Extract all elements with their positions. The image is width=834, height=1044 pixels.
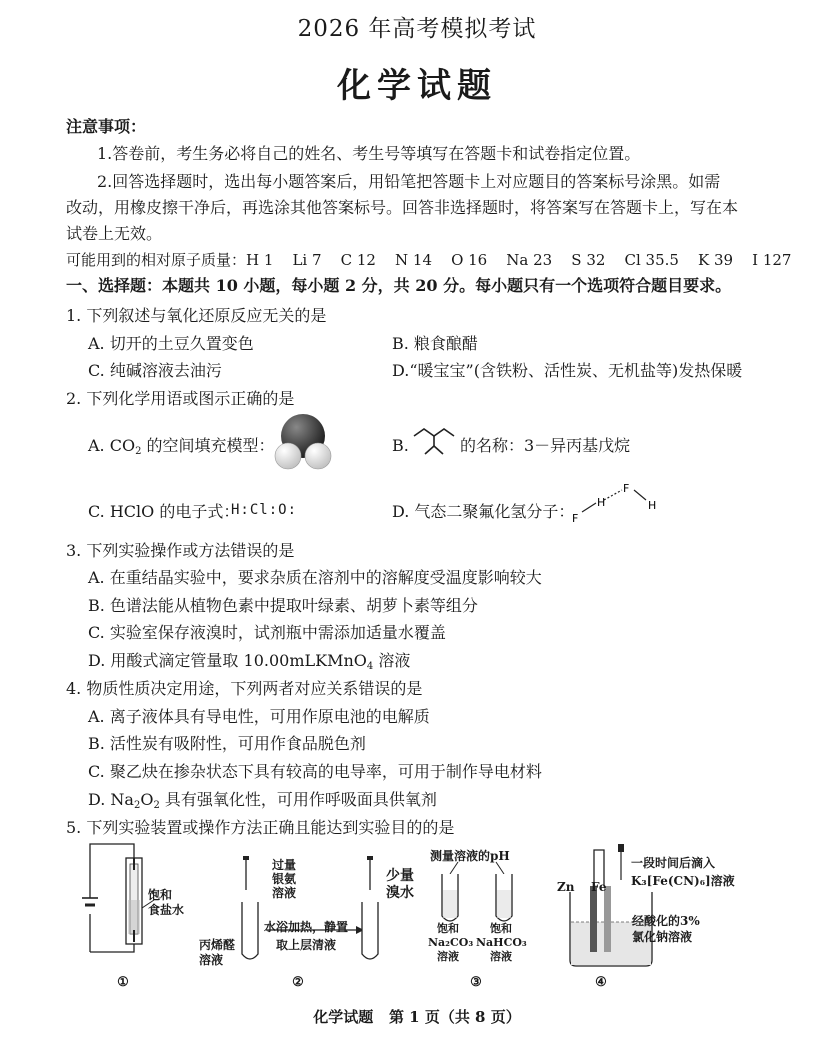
q2-option-b-name: 的名称：3－异丙基戊烷 bbox=[460, 436, 631, 455]
atomic-masses: 可能用到的相对原子质量：H 1 Li 7 C 12 N 14 O 16 Na 23 S 32 Cl 35.5 K 39 I 127 bbox=[66, 251, 792, 269]
q3-option-a: A. 在重结晶实验中，要求杂质在溶剂中的溶解度受温度影响较大 bbox=[88, 568, 542, 587]
q1-option-a: A. 切开的土豆久置变色 bbox=[88, 334, 254, 353]
subject-title: 化学试题 bbox=[337, 66, 497, 106]
co2-space-filling-model bbox=[270, 412, 336, 472]
q4-option-d: D. $Na_2O_2$ 具有强氧化性，可用作呼吸面具供氧剂 bbox=[88, 790, 437, 811]
fig2-bromine-label: 少量 溴水 bbox=[386, 868, 414, 901]
hf-h-atom-1: H bbox=[597, 496, 606, 509]
notice-item-2-line-2: 改动，用橡皮擦干净后，再选涂其他答案标号。回答非选择题时，将答案写在答题卡上，写在本 bbox=[66, 198, 739, 217]
notice-heading: 注意事项： bbox=[66, 117, 147, 136]
hf-f-atom-2: F bbox=[623, 482, 630, 495]
fig2-tube-label: 丙烯醛 溶液 bbox=[199, 938, 236, 967]
q1-option-b: B. 粮食酿醋 bbox=[392, 334, 478, 353]
hf-h-atom-2: H bbox=[648, 499, 657, 512]
page-footer: 化学试题 第 1 页（共 8 页） bbox=[313, 1008, 521, 1026]
fig3-tubes bbox=[430, 860, 530, 930]
q2-option-d: D. 气态二聚氟化氢分子： bbox=[392, 502, 575, 521]
skeletal-formula bbox=[410, 426, 458, 460]
q5-stem: 5. 下列实验装置或操作方法正确且能达到实验目的的是 bbox=[66, 818, 455, 837]
fig4-fe-label: Fe bbox=[591, 880, 607, 894]
q4-option-b: B. 活性炭有吸附性，可用作食品脱色剂 bbox=[88, 734, 366, 753]
fig4-number: ④ bbox=[595, 975, 607, 990]
fig1-number: ① bbox=[117, 975, 129, 990]
q3-option-b: B. 色谱法能从植物色素中提取叶绿素、胡萝卜素等组分 bbox=[88, 596, 478, 615]
q3-option-d: D. 用酸式滴定管量取 10.00mLKMnO$_4$ 溶液 bbox=[88, 651, 411, 672]
fig4-solution-label: 经酸化的3% 氯化钠溶液 bbox=[632, 914, 700, 944]
section-heading: 一、选择题：本题共 10 小题，每小题 2 分，共 20 分。每小题只有一个选项符合题目要求。 bbox=[66, 276, 732, 295]
q2-option-a: A. $CO_2$ 的空间填充模型： bbox=[88, 436, 275, 457]
fig1-label: 饱和 食盐水 bbox=[148, 888, 185, 917]
q4-option-c: C. 聚乙炔在掺杂状态下具有较高的电导率，可用于制作导电材料 bbox=[88, 762, 542, 781]
q1-option-d: D.“暖宝宝”(含铁粉、活性炭、无机盐等)发热保暖 bbox=[392, 361, 743, 380]
fig2-step-label: 水浴加热，静置 取上层清液 bbox=[264, 920, 349, 952]
q1-stem: 1. 下列叙述与氧化还原反应无关的是 bbox=[66, 306, 327, 325]
hclo-electron-formula: H:Cl:O: bbox=[231, 502, 298, 518]
hf-dimer-diagram bbox=[568, 478, 668, 530]
q2-stem: 2. 下列化学用语或图示正确的是 bbox=[66, 389, 295, 408]
q3-option-c: C. 实验室保存液溴时，试剂瓶中需添加适量水覆盖 bbox=[88, 623, 446, 642]
q3-stem: 3. 下列实验操作或方法错误的是 bbox=[66, 541, 295, 560]
q4-stem: 4. 物质性质决定用途，下列两者对应关系错误的是 bbox=[66, 679, 423, 698]
fig2-number: ② bbox=[292, 975, 304, 990]
q1-option-c: C. 纯碱溶液去油污 bbox=[88, 361, 222, 380]
q2-option-b-label: B. bbox=[392, 436, 409, 455]
notice-item-2-line-3: 试卷上无效。 bbox=[66, 224, 163, 243]
exam-title: 2026 年高考模拟考试 bbox=[297, 16, 537, 42]
hf-f-atom-1: F bbox=[572, 512, 579, 525]
fig4-zn-label: Zn bbox=[557, 880, 575, 894]
fig3-right-label: 饱和 NaHCO₃ 溶液 bbox=[476, 922, 527, 963]
notice-item-2-line-1: 2.回答选择题时，选出每小题答案后，用铅笔把答题卡上对应题目的答案标号涂黑。如需 bbox=[97, 172, 721, 191]
notice-item-1: 1.答卷前，考生务必将自己的姓名、考生号等填写在答题卡和试卷指定位置。 bbox=[97, 144, 641, 163]
fig3-number: ③ bbox=[470, 975, 482, 990]
q4-option-a: A. 离子液体具有导电性，可用作原电池的电解质 bbox=[88, 707, 430, 726]
fig3-title: 测量溶液的pH bbox=[430, 849, 510, 863]
fig2-reagent-label: 过量 银氨 溶液 bbox=[272, 858, 297, 900]
fig3-left-label: 饱和 Na₂CO₃ 溶液 bbox=[428, 922, 474, 963]
q2-option-c: C. HClO 的电子式： bbox=[88, 502, 240, 521]
fig4-add-label: 一段时间后滴入 K₃[Fe(CN)₆]溶液 bbox=[631, 856, 735, 888]
